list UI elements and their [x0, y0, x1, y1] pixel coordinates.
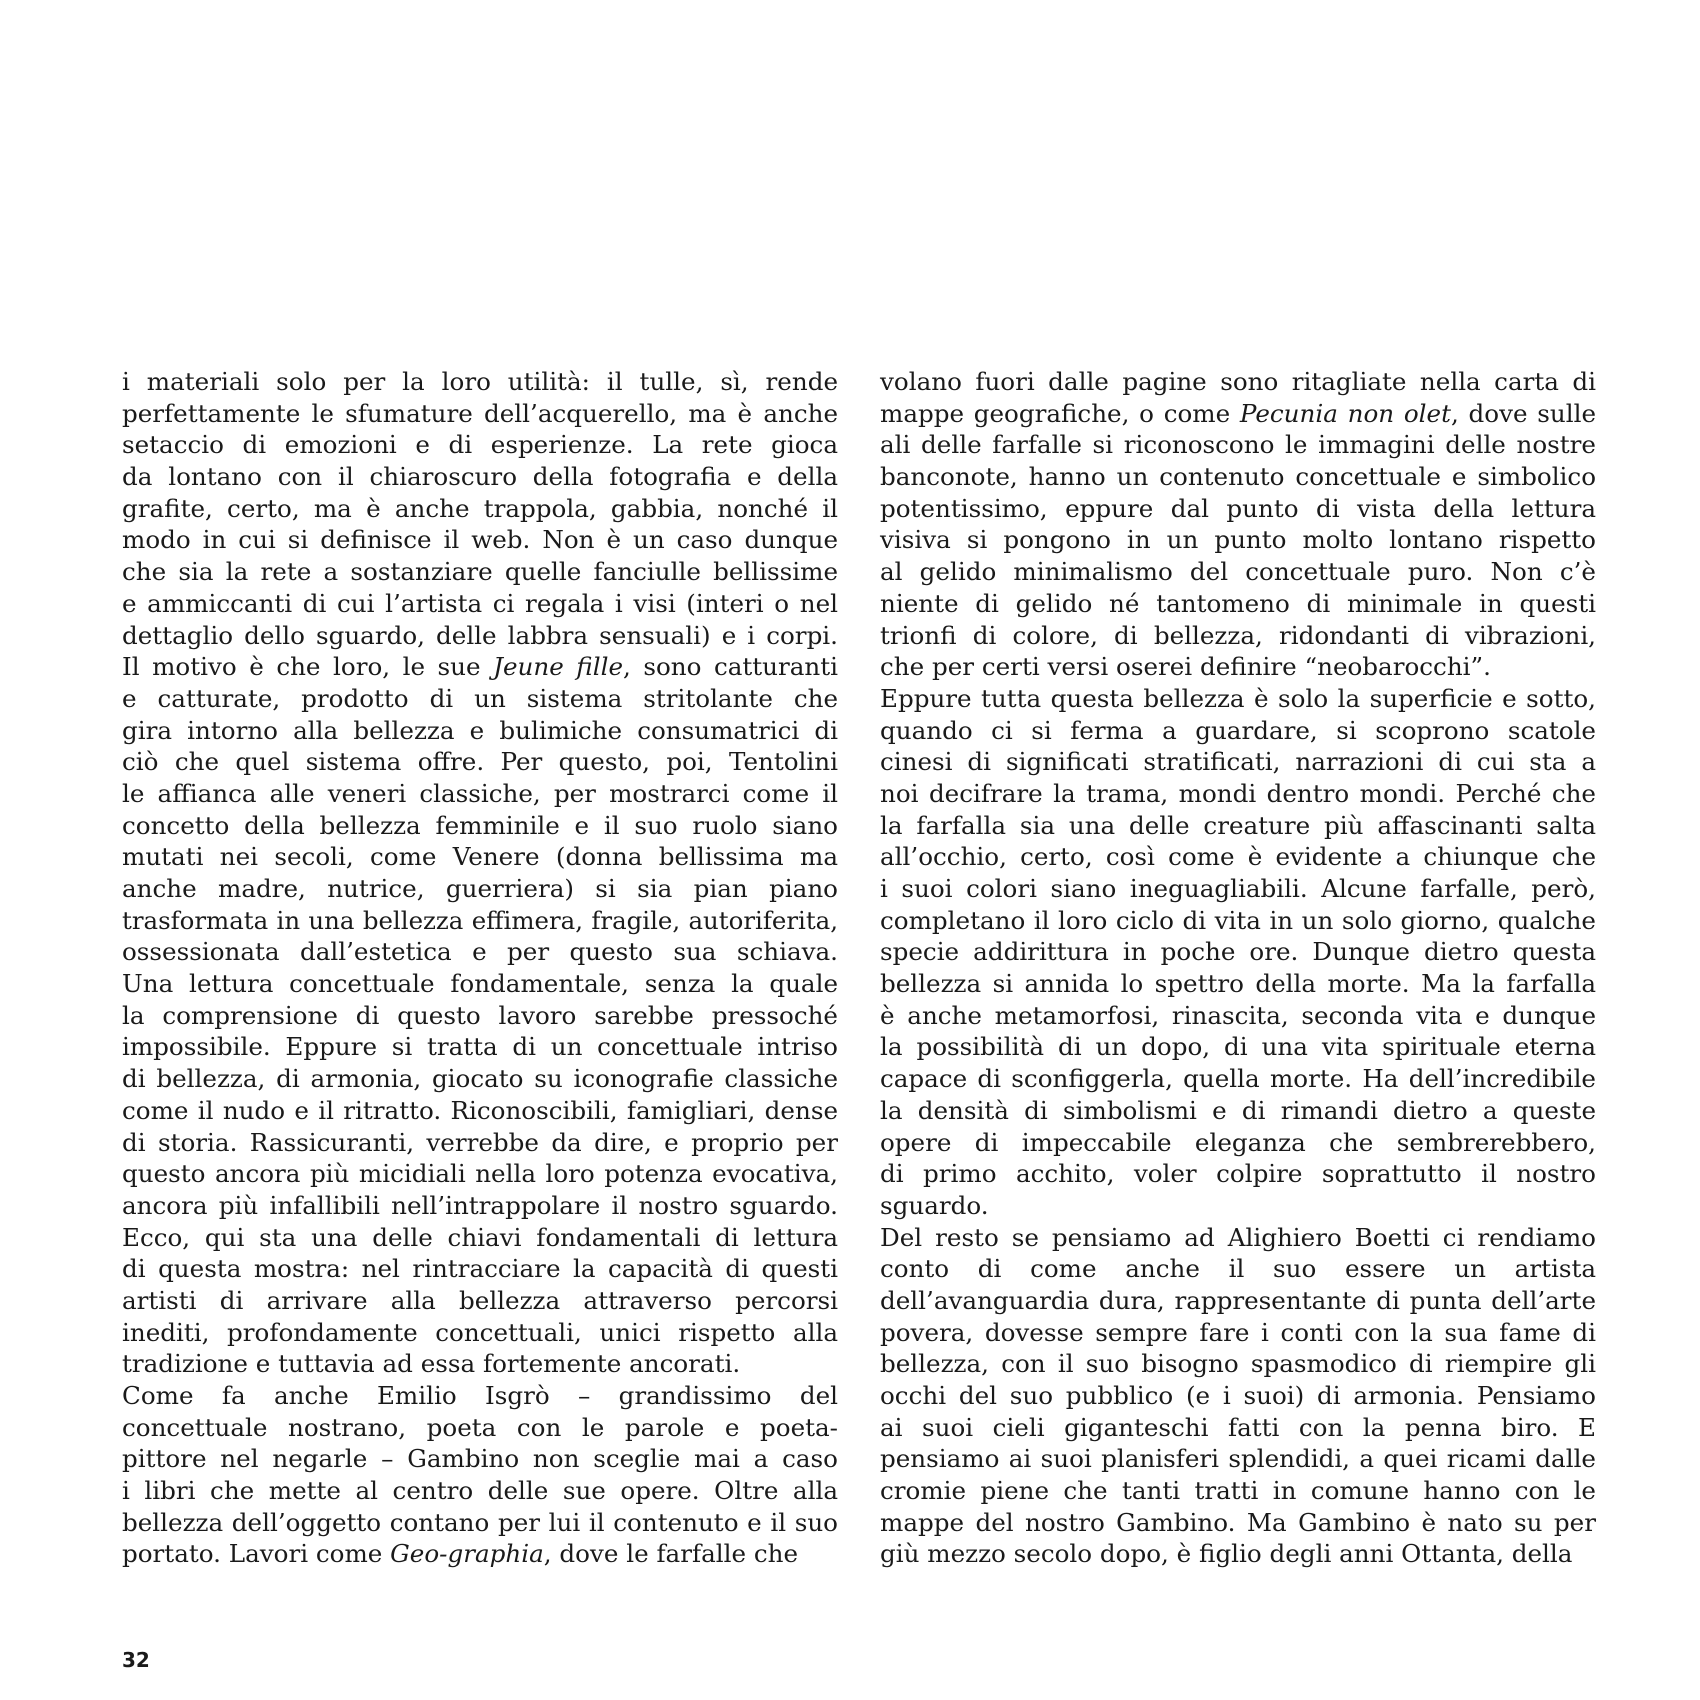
text-line [122, 841, 838, 873]
text-line [880, 968, 1596, 1000]
text-segment: , dove sulle [1450, 398, 1597, 428]
text-line [880, 620, 1596, 652]
text-line [122, 1412, 838, 1444]
text-line [880, 1412, 1596, 1444]
text-segment: pittore nel negarle – Gambino non sceglie mai a caso [122, 1444, 838, 1474]
text-line [880, 1285, 1596, 1317]
text-segment: povera, dovesse sempre fare i conti con la sua fame di [880, 1317, 1596, 1347]
text-segment: bellezza, con il suo bisogno spasmodico di riempire gli [880, 1349, 1596, 1379]
text-segment: banconote, hanno un contenuto concettuale e simbolico [880, 462, 1596, 492]
text-segment: artisti di arrivare alla bellezza attraverso percorsi [122, 1285, 838, 1315]
text-segment: tradizione e tuttavia ad essa fortemente ancorati. [122, 1349, 741, 1379]
text-segment: Eppure tutta questa bellezza è solo la superficie e sotto, [880, 683, 1596, 713]
text-line [880, 556, 1596, 588]
text-line [880, 524, 1596, 556]
work-title: Geo-graphia [390, 1539, 544, 1569]
text-line [880, 715, 1596, 747]
text-segment: la comprensione di questo lavoro sarebbe pressoché [122, 1000, 838, 1030]
text-line [880, 588, 1596, 620]
text-segment: inediti, profondamente concettuali, unici rispetto alla [122, 1317, 838, 1347]
text-segment: visiva si pongono in un punto molto lontano rispetto [880, 525, 1596, 555]
text-segment: di bellezza, di armonia, giocato su iconografie classiche [122, 1064, 838, 1094]
text-segment: occhi del suo pubblico (e i suoi) di armonia. Pensiamo [880, 1381, 1596, 1410]
text-line [122, 1348, 838, 1380]
text-segment: setaccio di emozioni e di esperienze. La rete gioca [122, 430, 838, 460]
text-segment: di questa mostra: nel rintracciare la capacità di questi [122, 1254, 838, 1284]
text-line [880, 1063, 1596, 1095]
text-segment: i suoi colori siano ineguagliabili. Alcune farfalle, però, [880, 874, 1596, 903]
text-segment: Il motivo è che loro, le sue [122, 652, 494, 682]
text-line [880, 1538, 1596, 1570]
text-line [122, 620, 838, 652]
text-segment: i materiali solo per la loro utilità: il tulle, sì, rende [122, 367, 838, 396]
text-segment: bellezza si annida lo spettro della morte. Ma la farfalla [880, 969, 1596, 999]
text-segment: ali delle farfalle si riconoscono le immagini delle nostre [880, 430, 1596, 460]
text-line [122, 715, 838, 747]
text-segment: mappe geografiche, o come [880, 398, 1240, 428]
text-line [122, 1158, 838, 1190]
text-segment: completano il loro ciclo di vita in un solo giorno, qualche [880, 905, 1596, 935]
text-line [880, 905, 1596, 937]
text-line [122, 1095, 838, 1127]
text-segment: dell’avanguardia dura, rappresentante di punta dell’arte [880, 1285, 1596, 1315]
text-segment: i libri che mette al centro delle sue opere. Oltre alla [122, 1476, 838, 1506]
text-line [880, 778, 1596, 810]
text-segment: che per certi versi oserei definire “neobarocchi”. [880, 652, 1491, 682]
text-line [122, 1317, 838, 1349]
text-segment: concettuale nostrano, poeta con le parole e poeta- [122, 1412, 838, 1442]
text-segment: e catturate, prodotto di un sistema stritolante che [122, 683, 838, 713]
text-line [122, 1031, 838, 1063]
text-line [122, 588, 838, 620]
work-title: Jeune fille [493, 652, 623, 682]
text-line [880, 493, 1596, 525]
text-line [880, 1317, 1596, 1349]
text-line [880, 1253, 1596, 1285]
text-segment: come il nudo e il ritratto. Riconoscibili, famigliari, dense [122, 1095, 838, 1125]
text-segment: le affianca alle veneri classiche, per mostrarci come il [122, 778, 838, 808]
text-segment: la densità di simbolismi e di rimandi dietro a queste [880, 1095, 1596, 1125]
text-segment: che sia la rete a sostanziare quelle fanciulle bellissime [122, 557, 838, 587]
text-segment: grafite, certo, ma è anche trappola, gabbia, nonché il [122, 493, 838, 523]
text-line [122, 1475, 838, 1507]
text-line [122, 683, 838, 715]
text-segment: questo ancora più micidiali nella loro potenza evocativa, [122, 1159, 838, 1189]
text-segment: Del resto se pensiamo ad Alighiero Boetti ci rendiamo [880, 1222, 1596, 1252]
text-line [880, 1348, 1596, 1380]
text-line [122, 1380, 838, 1412]
text-line [122, 493, 838, 525]
right-text-column [880, 366, 1596, 1570]
text-line [122, 936, 838, 968]
text-segment: la farfalla sia una delle creature più affascinanti salta [880, 810, 1596, 840]
text-line [122, 1507, 838, 1539]
text-segment: sguardo. [880, 1190, 989, 1220]
text-segment: quando ci si ferma a guardare, si scoprono scatole [880, 715, 1596, 745]
text-segment: dettaglio dello sguardo, delle labbra sensuali) e i corpi. [122, 620, 838, 650]
text-segment: volano fuori dalle pagine sono ritagliate nella carta di [880, 367, 1596, 396]
text-line [122, 1222, 838, 1254]
text-line [122, 1063, 838, 1095]
text-segment: e ammiccanti di cui l’artista ci regala i visi (interi o nel [122, 588, 838, 618]
text-line [122, 968, 838, 1000]
text-line [880, 1475, 1596, 1507]
text-line [880, 1380, 1596, 1412]
text-line [880, 1095, 1596, 1127]
text-line [122, 778, 838, 810]
text-segment: al gelido minimalismo del concettuale puro. Non c’è [880, 557, 1596, 587]
text-segment: è anche metamorfosi, rinascita, seconda vita e dunque [880, 1000, 1596, 1030]
text-line [880, 841, 1596, 873]
text-segment: pensiamo ai suoi planisferi splendidi, a quei ricami dalle [880, 1444, 1596, 1474]
text-segment: di storia. Rassicuranti, verrebbe da dire, e proprio per [122, 1127, 838, 1157]
text-segment: bellezza dell’oggetto contano per lui il contenuto e il suo [122, 1507, 838, 1537]
text-line [122, 1285, 838, 1317]
text-line [880, 461, 1596, 493]
text-segment: di primo acchito, voler colpire soprattutto il nostro [880, 1159, 1596, 1189]
text-segment: , sono catturanti [623, 652, 839, 682]
text-line [122, 873, 838, 905]
text-line [122, 1443, 838, 1475]
text-line [122, 1253, 838, 1285]
text-segment: da lontano con il chiaroscuro della fotografia e della [122, 462, 838, 492]
work-title: Pecunia non olet [1239, 398, 1451, 428]
text-segment: all’occhio, certo, così come è evidente a chiunque che [880, 842, 1596, 872]
text-line [880, 746, 1596, 778]
text-segment: giù mezzo secolo dopo, è figlio degli anni Ottanta, della [880, 1539, 1573, 1569]
text-segment: niente di gelido né tantomeno di minimale in questi [880, 588, 1596, 618]
text-line [122, 1127, 838, 1159]
text-line [880, 1507, 1596, 1539]
text-line [880, 398, 1596, 430]
text-segment: perfettamente le sfumature dell’acquerello, ma è anche [122, 398, 838, 428]
text-line [122, 429, 838, 461]
text-segment: ossessionata dall’estetica e per questo sua schiava. [122, 937, 838, 967]
text-line [122, 556, 838, 588]
text-segment: gira intorno alla bellezza e bulimiche consumatrici di [122, 715, 838, 745]
left-text-column [122, 366, 838, 1570]
text-line [880, 873, 1596, 905]
page-number: 32 [122, 1648, 150, 1672]
text-segment: Ecco, qui sta una delle chiavi fondamentali di lettura [122, 1222, 838, 1252]
text-line [880, 429, 1596, 461]
text-segment: specie addirittura in poche ore. Dunque dietro questa [880, 937, 1596, 967]
text-segment: opere di impeccabile eleganza che sembrerebbero, [880, 1127, 1596, 1157]
text-segment: mutati nei secoli, come Venere (donna bellissima ma [122, 842, 838, 872]
text-segment: portato. Lavori come [122, 1539, 391, 1569]
text-line [122, 524, 838, 556]
text-segment: la possibilità di un dopo, di una vita spirituale eterna [880, 1032, 1596, 1062]
text-line [122, 1190, 838, 1222]
text-segment: cinesi di significati stratificati, narrazioni di cui sta a [880, 747, 1596, 777]
text-line [122, 651, 838, 683]
text-segment: anche madre, nutrice, guerriera) si sia pian piano [122, 874, 838, 903]
text-segment: conto di come anche il suo essere un artista [880, 1254, 1596, 1284]
text-line [880, 1443, 1596, 1475]
text-line [122, 905, 838, 937]
text-line [122, 366, 838, 398]
text-segment: ciò che quel sistema offre. Per questo, poi, Tentolini [122, 747, 838, 777]
text-line [880, 1000, 1596, 1032]
text-segment: potentissimo, eppure dal punto di vista della lettura [880, 493, 1596, 523]
text-segment: impossibile. Eppure si tratta di un concettuale intriso [122, 1032, 838, 1062]
text-line [880, 1222, 1596, 1254]
text-line [880, 366, 1596, 398]
text-segment: Come fa anche Emilio Isgrò – grandissimo del [122, 1381, 838, 1410]
text-segment: concetto della bellezza femminile e il suo ruolo siano [122, 810, 838, 840]
text-segment: ancora più infallibili nell’intrappolare il nostro sguardo. [122, 1190, 838, 1220]
text-segment: trasformata in una bellezza effimera, fragile, autoriferita, [122, 905, 838, 935]
text-segment: modo in cui si definisce il web. Non è un caso dunque [122, 525, 838, 555]
text-line [880, 1127, 1596, 1159]
text-line [880, 651, 1596, 683]
text-segment: , dove le farfalle che [543, 1539, 798, 1569]
text-line [880, 683, 1596, 715]
text-line [122, 1000, 838, 1032]
text-line [122, 398, 838, 430]
text-line [880, 810, 1596, 842]
text-line [880, 1031, 1596, 1063]
text-line [122, 746, 838, 778]
text-segment: trionfi di colore, di bellezza, ridondanti di vibrazioni, [880, 620, 1596, 650]
text-line [880, 1158, 1596, 1190]
text-segment: capace di sconfiggerla, quella morte. Ha dell’incredibile [880, 1064, 1596, 1094]
text-line [122, 461, 838, 493]
text-segment: mappe del nostro Gambino. Ma Gambino è nato su per [880, 1507, 1596, 1537]
text-segment: cromie piene che tanti tratti in comune hanno con le [880, 1476, 1596, 1506]
text-line [880, 936, 1596, 968]
text-segment: ai suoi cieli giganteschi fatti con la penna biro. E [880, 1412, 1596, 1442]
text-segment: noi decifrare la trama, mondi dentro mondi. Perché che [880, 778, 1596, 808]
text-segment: Una lettura concettuale fondamentale, senza la quale [122, 969, 838, 999]
text-line [122, 1538, 838, 1570]
text-line [122, 810, 838, 842]
text-line [880, 1190, 1596, 1222]
